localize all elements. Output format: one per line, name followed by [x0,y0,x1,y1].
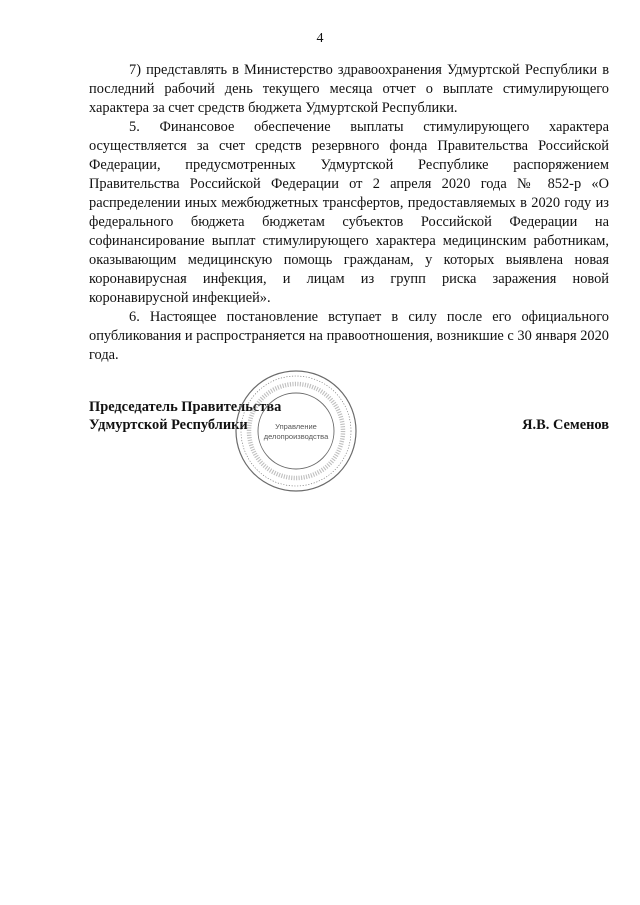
stamp-text-line-1: Управление [275,422,317,431]
signatory-name: Я.В. Семенов [522,417,609,433]
signatory-title-line-1: Председатель Правительства [89,399,282,415]
paragraph-item-7: 7) представлять в Министерство здравоохранения Удмуртской Республики в последний рабочий день текущего месяца отчет о выплате стимулирующего характера за счет средств бюджета Удмуртской Республики. [89,62,609,116]
document-body [89,61,609,365]
signatory-title-line-2: Удмуртской Республики [89,417,248,433]
official-seal-stamp [234,369,358,493]
paragraph-6-effective-date: 6. Настоящее постановление вступает в силу после его официального опубликования и распространяется на правоотношения, возникшие с 30 января 2020 года. [89,309,609,363]
page-number: 4 [316,31,324,46]
stamp-text-line-2: делопроизводства [263,432,329,441]
paragraph-5-financing: 5. Финансовое обеспечение выплаты стимулирующего характера осуществляется за счет средств резервного фонда Правительства Российской Федерации, предусмотренных Удмуртской Республике распоряжением Правительства Российской Федерации от 2 апреля 2020 года № 852-р «О распределении иных межбюджетных трансфертов, предоставляемых в 2020 году из федерального бюджета бюджетам субъектов Российской Федерации на софинансирование выплат стимулирующего характера медицинским работникам, оказывающим медицинскую помощь гражданам, у которых выявлена новая коронавирусная инфекция, и лицам из групп риска заражения новой коронавирусной инфекцией». [89,119,609,306]
